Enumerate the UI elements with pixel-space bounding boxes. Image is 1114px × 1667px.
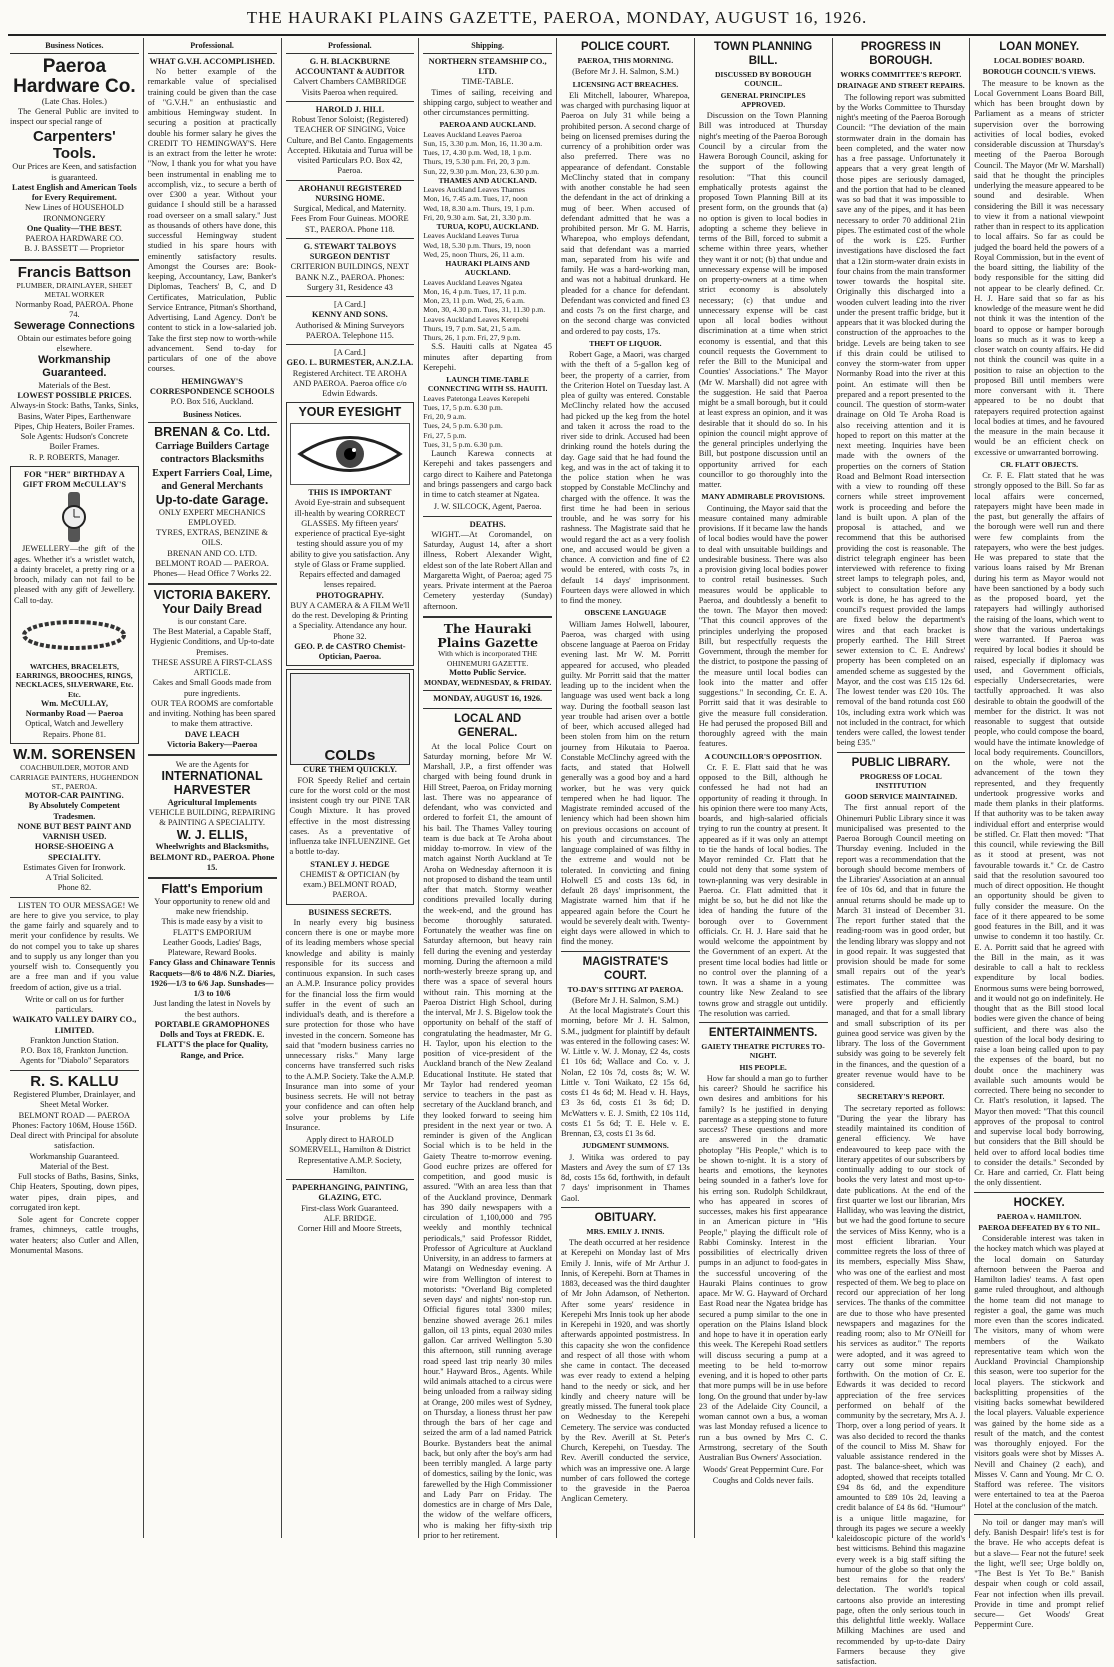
divider [423,516,552,517]
article-body: Cr. F. E. Flatt said that he was opposed to the Bill, although he confessed he had not had an opportunity of reading it through. In his opinion there were too many Acts, boards, and high-salaried officials trying to run the country at present. It appeared as if it was only an attempt to tie the hands of local bodies. The Mayor reminded Cr. Flatt that he could not deny that some system of town-planning was very desirable in Paeroa. Cr. Flatt admitted that it might be so, but he did not like the idea of handing the future of the borough over to Government officials. Cr. H. J. Hare said that he would welcome the appointment by the Government of an expert. At the present time local bodies had little or no control over the planning of a town. It was a shame in a young country like New Zealand to see towns grow and straggle out untidily. The resolution was carried. [698,762,828,1018]
ad-title: W. J. ELLIS, [176,827,248,842]
timetable-row: Sun, 15, 3.30 p.m. Mon, 16, 11.30 a.m. [423,138,543,148]
column-7 [833,38,971,1667]
ad-text: Wm. McCULLAY, [40,698,108,708]
ad-title: VICTORIA BAKERY. [153,588,271,603]
timetable-row: Mon, 16, 7.45 a.m. Tues, 17, noon [423,194,528,204]
ad-text: Normanby Road — Paeroa [25,709,124,719]
paper-date: MONDAY, AUGUST 16, 1926. [433,694,543,704]
ad-text: WATCHES, BRACELETS, EARRINGS, BROOCHES, RINGS, NECKLACES, SILVERWARE, Etc. Etc. [15,661,134,699]
divider [286,238,415,239]
article-title: TOWN PLANNING BILL. [714,41,813,68]
ad-title: FOR "HER" BIRTHDAY A GIFT FROM McCULLAY'S [22,469,127,490]
article-body: The first annual report of the Ohinemuri Public Library since it was municipalised was presented to the Paeroa Borough Council meeting on Thursday evening. Included in the report was a recommendation that the borough should become members of the Libraries' Association at an annual fee of 10s 6d, and that in future the annual returns should be made up to March 31 instead of December 31. The report further stated that the reading-room was in good order, but the lending library was sloppy and not in good repair. It was suggested that provision should be made for some small repairs out of the year's estimates. The committee was satisfied that the affairs of the library were properly and efficiently managed, and that for a small library and small subscription of its per guinea good service was given by the library. The loss of the Government subsidy was going to be severely felt in the finances, and the question of a greater revenue would have to be considered. [836,803,966,1090]
ad-title: HAROLD J. HILL [315,104,384,114]
article-byline: (Before Mr J. H. Salmon, S.M.) [572,67,679,77]
timetable-row: Sun, 22, 9.30 p.m. Mon, 23, 6.30 p.m. [423,166,540,176]
ad-heading: Carpenters' Tools. [32,128,116,162]
article-title: LOAN MONEY. [999,41,1080,53]
ad-text: Write or call on us for further particulars. [25,994,124,1015]
ad-text: Registered Plumber, Drainlayer, and Sheet Metal Worker. [13,1090,136,1110]
bracelet-icon [14,608,135,662]
ad-text: Fancy Glass and Chinaware Tennis Racquets—8/6 to 48/6 N.Z. Diaries, 1926—1/3 to 6/6 Jap. Sunshades—1/3 to 10/6 [149,958,276,998]
ad-title: G. STEWART TALBOYS SURGEON DENTIST [303,241,397,261]
paper-title: The Hauraki Plains Gazette [437,620,539,650]
colds-illustration [290,673,411,765]
ad-title: YOUR EYESIGHT [298,405,402,420]
ad-text: Wheelwrights and Blacksmiths, [155,842,269,852]
timetable-row: Wed, 25, noon Thurs, 26, 11 a.m. [423,249,525,259]
divider [423,616,552,618]
ad-text: [A Card.] [334,348,366,357]
article-body: Continuing, the Mayor said that the measure contained many admirable provisions. If it became law the hands of local bodies would have the power to deal with unsuitable buildings and undesirable business. There was also a provision giving local bodies power to control retail businesses. Such measures would be applicable to Paeroa, and doubtlessly a benefit to the town. The Mayor then moved: "That this council approves of the principles underlying the proposed Bill, but respectfully requests the Government, through the member for the district, to postpone the passing of the measure until local bodies can look into the matter and offer suggestions." In seconding, Cr. E. A. Porritt said that it was desirable to give the measure full consideration. He had perused the proposed Bill and thoroughly agreed with the main features. [698,503,828,749]
ad-subtitle: (Late Chas. Holes.) [41,96,107,106]
divider [699,1022,828,1023]
article-body: Discussion on the Town Planning Bill was introduced at Thursday night's meeting of the Paeroa Borough Council by a circular from the Hawera Borough Council, asking for the support of the following resolution: "That this council emphatically protests against the proposed Town Planning Bill at its present form, on the grounds that (a) no option is given to local bodies in adopting a scheme they believe in terms of the Bill, forced to submit a scheme within three years, whether they want it or not; (b) that undue and unnecessary expense will be imposed on property-owners at a time when strict economy is absolutely necessary; (c) that undue and unnecessary expense will be cast upon all local bodies without discrimination at a time when strict economy is essential, and that this council requests the Government to refer the Bill to the Municipal and Counties' Associations." The Mayor (Mr W. Marshall) did not agree with the suggestion. He said that Paeroa might be a small borough, but it could at least express an opinion, and it was desirable that it should do so. In his opinion the council might approve of the general principles underlying the Bill, but postpone discussion until an opportunity arrived for each councillor to go thoroughly into the matter. [698,111,828,490]
divider [148,754,277,756]
ad-text: Your opportunity to renew old and make new friendship. [154,896,270,916]
article-subtitle: LOCAL BODIES' BOARD. [993,56,1085,66]
article-subtitle: DISCUSSED BY BOROUGH COUNCIL. [714,70,812,89]
timetable [423,278,552,343]
paper-subtitle: With which is incorporated THE OHINEMURI GAZETTE. [438,649,538,668]
article-subhead: A COUNCILLOR'S OPPOSITION. [704,751,822,761]
article-subtitle: BOROUGH COUNCIL'S VIEWS. [982,67,1096,77]
ad-text: Apply direct to HAROLD SOMERVELL, Hamilton & District Representative A.M.P. Society, Hamilton. [289,1135,411,1175]
divider [286,344,415,345]
ad-text: JEWELLERY—the gift of the ages. Whether it's a wristlet watch, a dainty bracelet, a pretty ring or a brooch, milady can not fail to be pleased with any gift of Jewellery. Call to-day. [14,544,135,605]
ad-text: We are the Agents for [175,760,249,769]
timetable-row: Tues, 17, 4.30 p.m. Wed, 18, 1 p.m. [423,148,532,157]
ad-text: First-class Work Guaranteed. [301,1203,399,1213]
ad-text: Deal direct with Principal for absolute satisfaction. [10,1131,139,1151]
ad-text: No toil or danger may man's will defy. Banish Despair! life's test is for the brave. He who accepts defeat is but a slave— Fear not the future! seek the light, we'll see; Urge boldly on, "The Best Is Yet To Be." Banish despair when cough or cold assail, Fear not infection when ills prevail. Provide in time and prompt relief secure— Get Woods' Great Peppermint Cure. [974,1517,1104,1630]
columns [6,38,1108,1667]
ad-text: The Best Material, a Capable Staff, Hygienic Conditions, and Up-to-date Premises. [150,627,275,657]
article-byline: (Before Mr J. H. Salmon, S.M.) [572,995,679,1005]
ad-text: BELMONT ROAD — PAEROA. [155,558,269,568]
column-8 [970,38,1108,1630]
ad-text: BELMONT ROAD — PAEROA [18,1110,131,1120]
route-title: HAURAKI PLAINS AND AUCKLAND. [445,259,530,278]
eye-icon [290,423,411,485]
timetable-row: Thurs, 19, 5.30 p.m. Fri, 20, 3 p.m. [423,157,530,167]
article-subhead: THEFT OF LIQUOR. [589,338,662,348]
timetable-row: Tues, 24, 5 p.m. 6.30 p.m. [423,421,503,431]
timetable-row: Fri, 27, 5 p.m. [423,430,467,440]
divider [561,1207,690,1208]
ad-text: No better example of the remarkable value of specialised training could be given than the case of "G.V.H." an enthusiastic and ambitious Hemingway student. In securing a position at practically double his former salary he gives the CREDIT TO HEMINGWAY'S. Here is an extract from the letter he wrote: "Now, I thank you for what you have been instrumental in enabling me to accomplish, viz., to secure a berth of over £300 a year. Without your guidance I should still be a harassed road overseer on a small salary." Just as thousands of others have done, this successful Hemingway student studied in his spare hours with eminently satisfactory results. Amongst the Courses are: Book-keeping, Accountancy, Law, Banker's Diplomas, Teachers' B, C, and D Certificates, Matriculation, Public Service Entrance, Pitman's Shorthand, Advertising, Land Agency. Don't be content to stick in a low-salaried job. Take the first step now to worth-while advancement. Send to-day for particulars of one of the above courses. [147,67,277,374]
ad-text: PORTABLE GRAMOPHONES Dolls and Toys at FREDK. E. FLATT'S the place for Quality, Range, and Price. [154,1019,270,1060]
ad-title: R. S. KALLU [30,1072,119,1090]
column-6 [695,38,833,1538]
divider [286,180,415,181]
ad-heading: Up-to-date Garage. [155,492,269,507]
ad-text: MOTOR-CAR PAINTING. [24,791,124,801]
divider [10,897,139,898]
ad-text: Visits Paeroa when required. [301,87,398,97]
article-subhead: OBSCENE LANGUAGE [584,608,667,618]
article-subhead: MANY ADMIRABLE PROVISIONS. [701,492,825,502]
divider [148,583,277,585]
timetable-row: Leaves Patetonga Leaves Kerepehi [423,393,530,403]
chemist-ad [286,669,415,904]
article-title: OBITUARY. [594,1211,657,1224]
timetable [423,394,552,450]
ad-heading: BUSINESS SECRETS. [308,907,392,917]
ad-heading: Workmanship Guaranteed. [38,354,111,380]
ad-text: Materials of the Best. [38,380,111,390]
ad-text: A Trial Solicited. [45,873,104,883]
article-body: The following report was submitted by the Works Committee to Thursday night's meeting of the Paeroa Borough Council: "The deviation of the main stormwater drain in the domain has been completed, and the water now has a free passage. Unfortunately it appears that a very great length of those pipes are seriously damaged, and the portion that had to be cleaned was so bad that it was impossible to save any of the pipes, and it has been necessary to order 70 additional 21in pipes. The estimated cost of the whole of the work is £25. Further investigations have disclosed the fact that a 12in storm-water drain exists in four chains from the main transformer tower towards the hospital site. Originally this discharged into a wooden culvert leading into the river under the present traffic bridge, but it appears that it was blocked during the construction of the approaches to the bridge. Levels are being taken to see if this drain could be utilised to convey the storm-water from upper Normanby Road into the river at this point. An estimate will then be prepared and a report presented to the council. The question of storm-water drainage on Old Te Aroha Road is also receiving attention and it is hoped to report on this matter at the next meeting. Inquiries have been made with the owners of the properties on the corners of Station Road and Belmont Road intersection with a view to rounding off these corners while street improvement work is proceeding and before the land is built upon. A plan of the proposal is attached, and we recommend that this be authorised providing the cost is reasonable. The district telegraph engineer has been interviewed with reference to fixing street lamps to telegraph poles, and, subject to consultation before any work is done, he has agreed to the council's request provided the lamps are fixed below the department's wires and that each bracket is properly earthed. The Hill Street sewer extension to C. E. Andrews' property has been completed on an amended scheme as suggested by the Mayor, and the cost was £15 12s 6d. The lowest tender was £20 10s. The removal of the band rotunda cost £60 10s, including extra work which was not included in the contract, for which tenders were called, the lowest tender being £35." [836,92,966,748]
timetable-row: Wed, 18, 5.30 p.m. Thurs, 19, noon [423,240,531,250]
article-body: Considerable interest was taken in the hockey match which was played at the local domain on Saturday afternoon between the Paeroa and Hamilton ladies' teams. A fast open game ruled throughout, and although the home team did not manage to register a goal, the game was much more even than the scores indicated. The visitors, many of whom were members of the Waikato representative team which won the Auckland Provincial Championship this season, were too superior for the local players. The stickwork and backsplitting propensities of the visiting backs somewhat bewildered the local players. Valuable experience was gained by the home side as a result of the match, and the contest was thoroughly enjoyed. For the visitors goals were shot by Misses A. Nevill and Chainey (2 each), and Misses V. Cann and Young. Mr C. O. Stafford was referee. The visitors were entertained to tea at the Paeroa Hotel at the conclusion of the match. [974,1234,1104,1510]
article-body: At the local Police Court on Saturday morning, before Mr W. Marshall, J.P., a first offender was charged with being found drunk in Hill Street, Paeroa, on Friday morning last. There was no appearance of defendant, who was convicted and ordered to forfeit £1, the amount of his bail. The Thames Valley touring team is due back at Te Aroha about midday to-morrow. In view of the match against North Auckland at Te Aroha on Wednesday afternoon it is not proposed to disband the team until after that match. Stormy weather conditions prevailed locally during the week-end, and the ground has become thoroughly saturated. Fortunately the weather was fine on Saturday afternoon, but heavy rain fell during the evening and yesterday morning. During the afternoon a mild north-westerly breeze sprang up, and there was a space of several hours without rain. This morning at the Paeroa District High School, during the interval, Mr J. S. Bigelow took the opportunity on behalf of the staff of congratulating the headmaster, Mr G. H. Taylor, upon his election to the position of vice-president of the Auckland branch of the New Zealand Educational Institute. He stated that Mr Taylor had rendered yeoman service to teachers in the past as secretary of the Auckland branch, and they looked forward to seeing him president in the next year or two. A reminder is given of the Anglican Social which is to be held in the Gaiety Theatre to-morrow evening. Good euchre prizes are offered for competition, and good music is assured. "With an area less than that of the Auckland province, Denmark has 390 daily newspapers with a circulation of 1,100,000 and 795 weekly and monthly technical periodicals," said Professor Riddet, Professor of Agriculture at Auckland University, in an address to farmers at Matangi on Wednesday evening. A wire from Wellington of interest to motorists: "Overland Big completed seven days' and nights' non-stop run. Official figures total 3300 miles; benzine showed average 26.1 miles gallon, oil 13 pints, equal 2030 miles gallon. Car arrived Wellington 5.30 this afternoon, still running average road speed last trip nearly 30 miles hour." Hayward Bros., Agents. While wild animals attached to a circus were being unloaded from a railway siding at Orange, 200 miles west of Sydney, on Thursday, a lioness thrust her paw through the bars of her cage and seized the arm of a lad named Patrick Bourke. Bystanders beat the animal back, but only after the boy's arm had been terribly mangled. A large party of domestics, sailing by the Ionic, was farewelled by the High Commissioner and Lady Parr on Friday. The domestics are in charge of Mrs Dale, the widow of the welfare officers, who is making her fifty-sixth trip prior to her retirement. [423,741,552,1540]
ad-text: Phones— Head Office 7 Works 22. [153,569,272,578]
ad-text: The General Public are invited to inspect our special range of [10,106,139,127]
timetable-row: Mon, 30, 4.30 p.m. Tues, 31, 11.30 p.m. [423,305,546,315]
ad-text: Always-in Stock: Baths, Tanks, Sinks, Basins, Water Pipes, Earthenware Pipes, Chip Heaters, Boiler Frames. [10,401,139,431]
ad-text: HEMINGWAY'S CORRESPONDENCE SCHOOLS [149,376,275,396]
ad-text: Woods' Great Peppermint Cure. For Coughs and Colds never fails. [703,1465,824,1485]
timetable-row: Wed, 18, 8.30 a.m. Thurs, 19, 1 p.m. [423,203,535,213]
ad-text: BRENAN AND CO. LTD. [167,548,257,558]
ad-text: ONLY EXPERT MECHANICS EMPLOYED. [158,507,266,527]
ad-text: New Lines of HOUSEHOLD IRONMONGERY [24,203,124,223]
column-heading: Professional. [148,38,277,54]
ad-text: Cakes and Small Goods made from pure ingredients. [152,678,272,698]
article-title: PUBLIC LIBRARY. [851,756,951,769]
article-subhead: SECRETARY'S REPORT. [857,1092,945,1102]
ad-title: Flatt's Emporium [161,882,263,896]
article-subhead: CR. FLATT OBJECTS. [1000,459,1079,469]
ad-text: PLUMBER, DRAINLAYER, SHEET METAL WORKER [16,281,133,300]
divider [10,1070,139,1071]
column-3 [282,38,420,1538]
article-body: Cr. F. E. Flatt stated that he was strongly opposed to the Bill. So far as local affairs were concerned, ratepayers might have been made in the past, but generally the affairs of the borough were well run and there were few complaints from the ratepayers, who were the best judges. He was prepared to state that the various loans raised by Mr Brenan during his term as Mayor would not have been sanctioned by a body such as the proposed board, yet the ratepayers had willingly authorised the raising of the loans, which went to show that the various undertakings were warranted. If Paeroa was required by local bodies it should be raised, especially if diplomacy was used, and Government officials, especially Undersecretaries, were tactfully approached. It was also desirable to obtain the goodwill of the member for the district. It was not reasonable to suggest that outside people, who could compose the board, would have the intimate knowledge of local body requirements. Councillors, on the whole, were not the advancement of the town they represented, and they frequently undertook progressive works and made them planks in their platforms. If that authority was to be taken away individual effort and enterprise would be stifled. Cr. Flatt then moved: "That this council, while reviewing the Bill as it stood at present, was not favourable towards it." Cr. de Castro said that the resolution savoured too much of direct opposition. He thought an opportunity should be given to fully consider the measure. On the face of it there appeared to be some good features in the Bill, and it was unwise to condemn it too hastily. Cr. E. A. Porritt said that he agreed with the Bill in the main, as it was desirable to call a halt to reckless expenditure by local bodies. Enormous sums were being borrowed, and it would not go on indefinitely. He thought that as the Bill stood local bodies were given the chance of being sufficient, and there was also the question of the local body desiring to raise a loan being called upon to pay the expenses of the board, but no doubt once the machinery was available such amounts would be corrected. There being no seconder to Cr. Flatt's resolution, it lapsed. The Mayor then moved: "That this council approves of the proposal to control and supervise local body borrowing, but considers that the Bill should be held over to afford local bodies time to consider the details." Seconded by Cr. Hare and carried, Cr. Flatt being the only dissentient. [974,471,1104,1188]
timetable-row: Thurs, 19, 7 p.m. Sat, 21, 5 a.m. [423,323,521,333]
ad-text: VEHICLE BUILDING, REPAIRING & PAINTING A SPECIALITY. [148,808,276,828]
divider [148,877,277,879]
article-subtitle: GAIETY THEATRE PICTURES TO-NIGHT. [701,1042,825,1061]
route-title: PAEROA AND AUCKLAND. [439,120,536,130]
article-subhead: DRAINAGE AND STREET REPAIRS. [837,81,965,91]
column-heading: Business Notices. [10,38,139,54]
divider [423,708,552,709]
ad-title: KENNY AND SONS. [311,310,388,320]
body-text: Times of sailing, receiving and shipping cargo, subject to weather and other circumstances permitting. [423,87,552,117]
jeweller-ad [10,466,139,744]
timetable-row: Mon, 23, 11 p.m. Wed, 25, 6 a.m. [423,296,525,305]
ad-text: Sole agent for Concrete copper frames, chimneys, cattle troughs, water heaters; also Cutler and Allen, Monumental Masons. [10,1215,139,1255]
paper-days: MONDAY, WEDNESDAY, & FRIDAY. [423,678,552,687]
ad-text: Leather Goods, Ladies' Bags, Plateware, Reward Books. [162,937,262,957]
paper-motto: Motto Public Service. [449,667,527,677]
article-title: ENTERTAINMENTS. [708,1027,818,1040]
divider [286,101,415,102]
divider [974,1192,1104,1193]
article-subtitle: GENERAL PRINCIPLES APPROVED. [720,90,806,109]
ad-text: OUR TEA ROOMS are comfortable and inviting. Nothing has been spared to make them attractive. [148,698,276,729]
ad-heading: Your Daily Bread [162,602,263,616]
route-title: TURUA, KOPU, AUCKLAND. [436,222,539,231]
timetable-row: Leaves Auckland Leaves Turua [423,231,519,241]
ad-text: PAEROA HARDWARE CO. [25,234,124,244]
ad-text: B. J. BASSETT — Proprietor [24,244,125,254]
divider [286,296,415,297]
ad-text: P.O. Box 18, Frankton Junction. Agents for "Diabolo" Separators [19,1046,129,1066]
article-subtitle: MRS. EMILY J. INNIS. [586,1226,665,1236]
column-heading: Shipping. [423,38,552,54]
ad-text: LISTEN TO OUR MESSAGE! We are here to give you service, to play the game fairly and squarely and to merit your confidence by results. We do not compel you to take up shares and to supply us any longer than you yourself wish to. Consequently you are a free man and if you value freedom of action, give us a trial. [10,900,139,992]
ad-title: AROHANUI REGISTERED NURSING HOME. [298,183,402,203]
timetable-row: Tues, 31, 5 p.m. 6.30 p.m. [423,439,503,449]
article-title: HOCKEY. [1013,1196,1065,1209]
article-body: How far should a man go to further his career? Should he sacrifice his own desires and ambitions for his family? Is he justified in denying parentage as a stepping stone to future success? These questions and more are answered in the dramatic photoplay "His People," which is to be shown to-night. It is a story of hearts and emotions, the keynotes being sounded in a father's love for his erring son. Rudolph Schildkraut, who has appeared in scores of successes, makes his first appearance in an American picture in "His People," playing the difficult role of Rabbi Cominsky. Interest in the possibilities of electrically driven pumps in an adjunct to food-gates in the successful uncovering of the Hauraki Plains continues to grow apace. Mr W. G. Hayward of Orchard East Road near the Ngatea bridge has secured a pump similar to the one in operation on the Plains Island block and hope to have it in operation early this week. The Kerepehi Road settlers will discuss securing a pump at a meeting to be held to-morrow evening, and it is hoped to other parts that more pumps will be in use before long. On the ground that under by-law 23 of the Adelaide City Council, a woman cannot own a bus, a woman was last Monday refused a licence to run a bus owned by Mrs C. C. Armstrong, secretary of the South Australian Bus Owners' Association. [698,1073,828,1463]
divider [286,1179,415,1180]
article-subtitle: WORKS COMMITTEE'S REPORT. [840,70,962,80]
ad-text: Just landing the latest in Novels by the best authors. [153,999,271,1019]
article-subhead: GOOD SERVICE MAINTAINED. [844,792,958,802]
divider [837,752,966,753]
column-heading: Professional. [286,38,415,54]
ad-text: Avoid Eye-strain and subsequent ill-health by wearing CORRECT GLASSES. My fifteen years' experience of practical Eye-sight testing should assure you of my ability to give you satisfaction. Any style of Glass or Frame supplied. Repairs effected and damaged lenses repaired. [290,498,410,590]
ad-text: Normanby Road, PAEROA. Phone 74. [15,299,134,319]
article-subtitle: TO-DAY'S SITTING AT PAEROA. [567,984,684,994]
section-title: DEATHS. [469,519,506,529]
optician-ad [286,402,415,666]
timetable [423,130,552,176]
ad-text: Full stocks of Baths, Basins, Sinks, Chip Heaters, Spouting, down pipes, water pipes, drain pipes, and corrugated iron kept. [10,1172,139,1212]
article-body: The secretary reported as follows: "During the year the library has steadily maintained its condition of general efficiency. We have endeavoured to keep pace with the literary appetites of our subscribers by continually adding to our stock of books the very latest and most up-to-date publications. At the end of the first quarter we lost our librarian, Mrs Halliday, who was leaving the district, but we had the good fortune to secure the services of Miss Kenny, who is a most efficient librarian. Your committee regrets the loss of three of its members, especially Miss Shaw, who was one of the earliest and most respected of them. We beg to place on record our appreciation of her long services. The thanks of the committee are due to those who have presented newspapers and magazines for the reading room; also to Mr O'Neill for his services as auditor." The reports were adopted, and it was agreed to carry out some minor repairs forthwith. On the motion of Cr. E. Edwards it was decided to record appreciation of the free services performed on behalf of the community by the secretary, Mrs A. J. Thorp, over a long period of years. It was also decided to record the thanks of the council to Miss M. Shaw for valuable assistance rendered in the past. The balance-sheet, which was adopted, showed that receipts totalled £94 8s 6d, and the expenditure amounted to £89 10s 2d, leaving a credit balance of £4 8s 6d. "Humour" is a unique little magazine, for through its pages we secure a weekly kaleidoscopic picture of the world's best witticisms. Behind this magazine every week is a big staff sifting the humour of the globe so that only the best remains for the readers' delectation. The world's topical cartoons also provide an interesting page, often the only serious touch in this delightful little weekly. Wallace Milking Machines are used and recommended by up-to-date Dairy Farmers because they give satisfaction. [836,1103,966,1667]
article-body: At the local Magistrate's Court this morning, before Mr J. H. Salmon, S.M., judgment for plaintiff by default was entered in the following cases: W. W. Little v. W. J. Monay, £2 4s, costs £1 10s 6d; Wallace and Co. v. J. Nolan, £2 10s 7d, costs 8s; W. W. Little v. Toni Waikato, £2 15s 6d, costs £1 4s 6d; M. Head v. H. Hays, £3 3s 6d, costs £1 3s 6d; D. McWatters v. E. J. Smith, £2 10s 11d, costs £1 5s 6d; T. E. Hele v. E. Brennan, £3, costs £1 3s 6d. [561,1006,690,1139]
ad-text: TYRES, EXTRAS, BENZINE & OILS. [156,528,269,548]
ad-title: GEO. L. BURMESTER, A.N.Z.I.A. [286,358,414,368]
divider [974,1514,1104,1515]
timetable-row: Tues, 17, 5 p.m. 6.30 p.m. [423,402,503,412]
column-2 [144,38,282,1538]
ad-text: CHEMIST & OPTICIAN (by exam.) BELMONT ROAD, PAEROA. [300,869,400,900]
ad-text: BUY A CAMERA & A FILM We'll do the rest. Developing & Printing a Speciality. Attendance any hour. Phone 32. [290,600,410,641]
ad-text: Phone 82. [57,883,92,893]
ad-text: Agricultural Implements [167,797,257,807]
ad-text: NONE BUT BEST PAINT AND VARNISH USED. [17,821,132,842]
ad-title: W.M. SORENSEN [13,745,136,763]
ad-text: In nearly every big business concern there is one or maybe more of its leading members whose special knowledge and ability is mainly responsible for its success and continuous expansion. In such cases an A.M.P. Insurance policy provides for the financial loss the firm would suffer in the event of such an individual's death, and is therefore a sure protection for those who have invested in the concern. Someone has said that "modern business carries no unnecessary risks." Many large concerns have transferred such risks to the A.M.P. Society. Take the A.M.P. Insurance man into some of your business secrets. He will not betray your confidence and can often help solve your problems by Life Insurance. [285,917,415,1132]
ad-text: Material of the Best. [39,1161,109,1171]
ad-text: Optical, Watch and Jewellery Repairs. Phone 81. [25,719,124,739]
masthead-rule [8,34,1106,36]
article-body: Robert Gage, a Maori, was charged with the theft of a 5-gallon keg of beer, the property of a carrier, from the Criterion Hotel on Tuesday last. A plea of guilty was entered. Constable McClinchy related how the accused had picked up the keg from the hotel and taken it across the road to the river side to drink. Accused had been drinking round the hotels during the day. Gage said that he had found the keg, and was in the act of taking it to the police station when he was stopped by Constable McClinchy and charged with the offence. It was the first time he had been in serious trouble, and he was sorry for his rashness. The Magistrate said that he would regard the act as a very foolish one, and accused would be given a chance. A conviction and fine of £2 would be entered, with costs 7s, in default 14 days' imprisonment. Fourteen days were allowed in which to find the money. [561,350,690,606]
article-subtitle: PROGRESS OF LOCAL INSTITUTION [859,771,942,790]
colds-label: COLDs [324,746,376,764]
ad-text: Latest English and American Tools for Every Requirement. [12,182,137,203]
ad-text: P.O. Box 516, Auckland. [170,397,254,406]
ad-text: WAIKATO VALLEY DAIRY CO., LIMITED. [12,1015,137,1035]
timetable-row: Thurs, 26, 1 p.m. Fri, 27, 9 p.m. [423,333,521,342]
article-subhead: JUDGMENT SUMMONS. [581,1141,669,1151]
timetable-row: Fri, 20, 9.30 a.m. Sat, 21, 3.30 p.m. [423,212,532,222]
ad-text: Estimates Given for Ironwork. [23,862,126,872]
signature: J. W. SILCOCK, Agent, Paeroa. [433,502,542,512]
ad-text: Robust Tenor Soloist; (Registered) TEACHER OF SINGING, Voice Culture, and Bel Canto. Engagements Accepted. Hikutaia and Turua will be visited Particulars P.O. Box 42, Paeroa. [286,115,414,176]
article-subhead: HIS PEOPLE. [739,1062,787,1072]
ad-text: CRITERION BUILDINGS, NEXT BANK N.Z., PAEROA. Phones: Surgery 31, Residence 43 [290,262,410,292]
ad-text: DAVE LEACH [184,729,240,739]
route-title: THAMES AND AUCKLAND. [438,175,537,185]
column-heading: Business Notices. [148,407,277,423]
ad-text: COACHBUILDER, MOTOR AND CARRIAGE PAINTERS, HUGHENDON ST., PAEROA. [10,763,139,791]
ad-text: R. P. ROBERTS, Manager. [29,452,120,462]
article-subtitle: PAEROA, THIS MORNING. [577,56,674,66]
ad-text: THESE ASSURE A FIRST-CLASS ARTICLE. [152,657,273,677]
ad-heading: Sewerage Connections [13,320,135,333]
ad-text: Carriage Builders Cartage contractors Blacksmiths Expert Farriers Coal, Lime, and General Merchants [152,440,272,493]
article-body: The death occurred at her residence at Kerepehi on Monday last of Mrs Emily J. Innis, wife of Mr Arthur J. Innis, of Kerepehi. Born at Thames in 1883, deceased was the third daughter of Mr John Adamson, of Netherton. After some years' residence in Kerepehi Mrs Innis took up her abode in Kerepehi in 1920, and was shortly afterwards appointed postmistress. In this capacity she won the confidence and respect of all those with whom she came in contact. The deceased was ever ready to extend a helping hand to the needy or sick, and her kindly and cheery nature will be greatly missed. The funeral took place on Wednesday to the Kerepehi Cemetery. The service was conducted by the Rev. Averill at St. Peter's Church, Kerepehi, on Tuesday. The Rev. Averill conducted the service, which was an impressive one. A large number of cars followed the cortege to the graveside in the Paeroa Anglican Cemetery. [561,1238,690,1504]
ad-text: Authorised & Mining Surveyors PAEROA. Telephone 115. [295,320,405,340]
article-subhead: LICENSING ACT BREACHES. [572,79,679,89]
article-title: POLICE COURT. [580,41,670,53]
ad-text: Sole Agents: Hudson's Concrete Boiler Frames. [20,432,129,452]
ad-text: Phones: Factory 106M, House 156D. [12,1120,137,1130]
ad-title: Paeroa Hardware Co. [13,55,136,97]
article-body: J. Witika was ordered to pay Masters and Avey the sum of £7 13s 8d, costs 15s 6d, forthwith, in default 7 days' imprisonment in Thames Gaol. [561,1152,690,1203]
masthead: THE HAURAKI PLAINS GAZETTE, PAEROA, MONDAY, AUGUST 16, 1926. [246,8,868,27]
ad-text: Frankton Junction Station. [30,1035,119,1045]
ad-text: HORSE-SHOEING A SPECIALITY. [34,842,114,862]
ad-text: Surgical, Medical, and Maternity. Fees From Four Guineas. MOORE ST., PAEROA. Phone 118. [291,204,409,234]
ad-heading: PAPERHANGING, PAINTING, GLAZING, ETC. [291,1183,408,1203]
body-text: S.S. Hauiti calls at Ngatea 45 minutes after departing from Kerepehi. [423,342,552,372]
ad-text: One Quality—THE BEST. [26,223,122,233]
ad-title: BRENAN & Co. Ltd. [154,425,271,439]
timetable-row: Leaves Auckland Leaves Kerepehi [423,314,529,324]
article-body: William James Holwell, labourer, Paeroa, was charged with using obscene language at Paeroa on Friday evening last. Mr W. M. Porritt appeared for accused, who pleaded guilty. Mr Porritt said that the matter leading up to the incident when the language was used went back a long way. During the football season last year trouble had arisen over a bottle of beer, which accused alleged had been stolen from him on the return journey from Hikutaia to Paeroa. Constable McClinchy agreed with the facts, and stated that Holwell generally was a good boy and a hard worker, but he was very quick tempered when he had liquor. The Magistrate reminded accused of the leniency which had been shown him on previous occasions on account of his youth and circumstances. The language complained of was filthy in the extreme and would not be tolerated. In convicting and fining Holwell £5 and costs 13s 6d, in default 28 days' imprisonment, the Magistrate warned him that if he appeared again before the Court he would be severely dealt with. Twenty-eight days were allowed in which to find the money. [561,619,690,947]
timetable-row: Fri, 20, 9 a.m. [423,412,467,421]
ad-text: ALF. BRIDGE. [323,1213,377,1223]
ad-text: This is made easy by a visit to FLATT'S EMPORIUM [161,917,263,937]
ad-heading: PHOTOGRAPHY. [316,590,384,600]
ad-text: Victoria Bakery—Paeroa [166,739,258,749]
section-subtitle: TIME-TABLE. [461,77,514,87]
ad-text: Calvert Chambers CAMBRIDGE [293,77,407,87]
divider [10,259,139,261]
body-text: Launch Karewa connects at Kerepehi and takes passengers and cargo direct to Kaihere and Patetonga and brings passengers and cargo back in time to catch steamer at Ngatea. [423,449,552,499]
article-title: LOCAL AND GENERAL. [454,712,522,739]
article-body: Eli Mitchell, labourer, Wharepoa, was charged with purchasing liquor at Paeroa on July 31 while being a prohibited person. A second charge of being on licensed premises during the currency of a prohibition order was also preferred. There was no appearance of defendant. Constable McClinchy stated that in company with another constable he had seen the defendant in the act of drinking a mug of beer. When accused of defendant admitted that he was a prohibited person. Mr G. M. Harris, Wharepoa, who employs defendant, said that defendant was a married man, separated from his wife and family. He was a hard-working man, and was not a habitual drunkard. He pleaded for a chance for defendant. Defendant was convicted and fined £3 and costs 7s on the first charge, and on the second charge was convicted and ordered to pay costs, 17s. [561,90,690,336]
article-subtitle: PAEROA DEFEATED BY 6 TO NIL. [978,1222,1100,1232]
ad-text: GEO. P. de CASTRO Chemist-Optician, Paeroa. [294,641,406,661]
ad-title: WHAT G.V.H. ACCOMPLISHED. [149,56,275,66]
ad-title: INTERNATIONAL HARVESTER [161,769,263,797]
timetable-row: Leaves Auckland Leaves Thames [423,185,525,194]
column-4 [419,38,557,1538]
article-title: MAGISTRATE'S COURT. [582,955,669,982]
article-subtitle: PAEROA v. HAMILTON. [997,1211,1082,1221]
ad-text: BELMONT RD., PAEROA. Phone 15. [149,852,275,872]
body-text: WIGHT.—At Coromandel, on Saturday, August 14, after a short illness, Robert Alexander Wight, eldest son of the late Robert Allan and Margaretta Wight, of Paeroa; aged 75 years. Private interment at the Paeroa Cemetery yesterday (Sunday) afternoon. [423,529,552,611]
timetable-row: Leaves Auckland Leaves Paeroa [423,129,522,139]
ad-text: LOWEST POSSIBLE PRICES. [17,391,132,401]
timetable-row: Leaves Auckland Leaves Ngatea [423,277,523,287]
ad-text: By Absolutely Competent Tradesmen. [28,801,120,821]
ad-text: Our Prices are Keen, and satisfaction is guaranteed. [12,162,137,182]
column-1 [6,38,144,1538]
section-title: NORTHERN STEAMSHIP CO., LTD. [428,56,547,76]
ad-text: Corner Hill and Moore Streets, [297,1224,402,1233]
divider [423,690,552,691]
ad-title: G. H. BLACKBURNE ACCOUNTANT & AUDITOR [295,56,405,76]
ad-text: FOR Speedy Relief and certain cure for the worst cold or the most insistent cough try our PINE TAR Cough Mixture. It has proved effective in the most distressing cases. As a preventative of influenza take INFLUENZINE. Get a bottle to-day. [289,775,411,857]
ad-heading: CURE THEM QUICKLY. [302,765,397,775]
article-title: PROGRESS IN BOROUGH. [860,41,941,68]
timetable [423,185,552,222]
ad-text: Registered Architect. TE AROHA AND PAEROA. Paeroa office c/o Edwin Edwards. [292,368,408,398]
ad-title: Francis Battson [17,263,132,281]
timetable [423,231,552,259]
ad-text: [A Card.] [334,300,366,309]
ad-heading: THIS IS IMPORTANT [308,488,392,497]
article-body: The measure to be known as the Local Government Loans Board Bill, which has been brought down by Parliament as a means of stricter supervision over the borrowing activities of local bodies, evoked considerable discussion at Thursday's meeting of the Paeroa Borough Council. The Mayor (Mr W. Marshall) said that he thought the principles underlying the measure appeared to be sound and desirable. When considering the Bill it was necessary to view it from a national viewpoint rather than in respect to its application to local affairs. So far as could be judged the board held the powers of a Royal Commission, but in the event of the board sitting, the liability of the body responsible for the sitting did not appear to be clearly defined. Cr. H. J. Hare said that so far as his knowledge of the measure went he did not think it was the intention of the board to oppose or hamper borough loans so much as it was to keep a closer watch on county affairs. He did not think the council was quite in a position to raise an objection to the proposed Bill until members were more conversant with it. There appeared to be no doubt that ratepayers required protection against local bodies at times, and he favoured the measure in the main because it would be an efficient check on excessive or unwarranted borrowing. [974,78,1104,457]
route-title: LAUNCH TIME-TABLE CONNECTING WITH SS. HAUITI. [427,375,548,394]
timetable-row: Mon, 16, 4 p.m. Tues, 17, 11 p.m. [423,286,527,296]
ad-text: Workmanship Guaranteed. [29,1151,120,1161]
column-5 [557,38,695,1538]
watch-icon [14,490,135,544]
ad-title: STANLEY J. HEDGE [310,859,390,869]
divider [561,951,690,952]
ad-text: Obtain our estimates before going elsewhere. [17,333,132,353]
ad-text: is our constant Care. [177,616,247,626]
